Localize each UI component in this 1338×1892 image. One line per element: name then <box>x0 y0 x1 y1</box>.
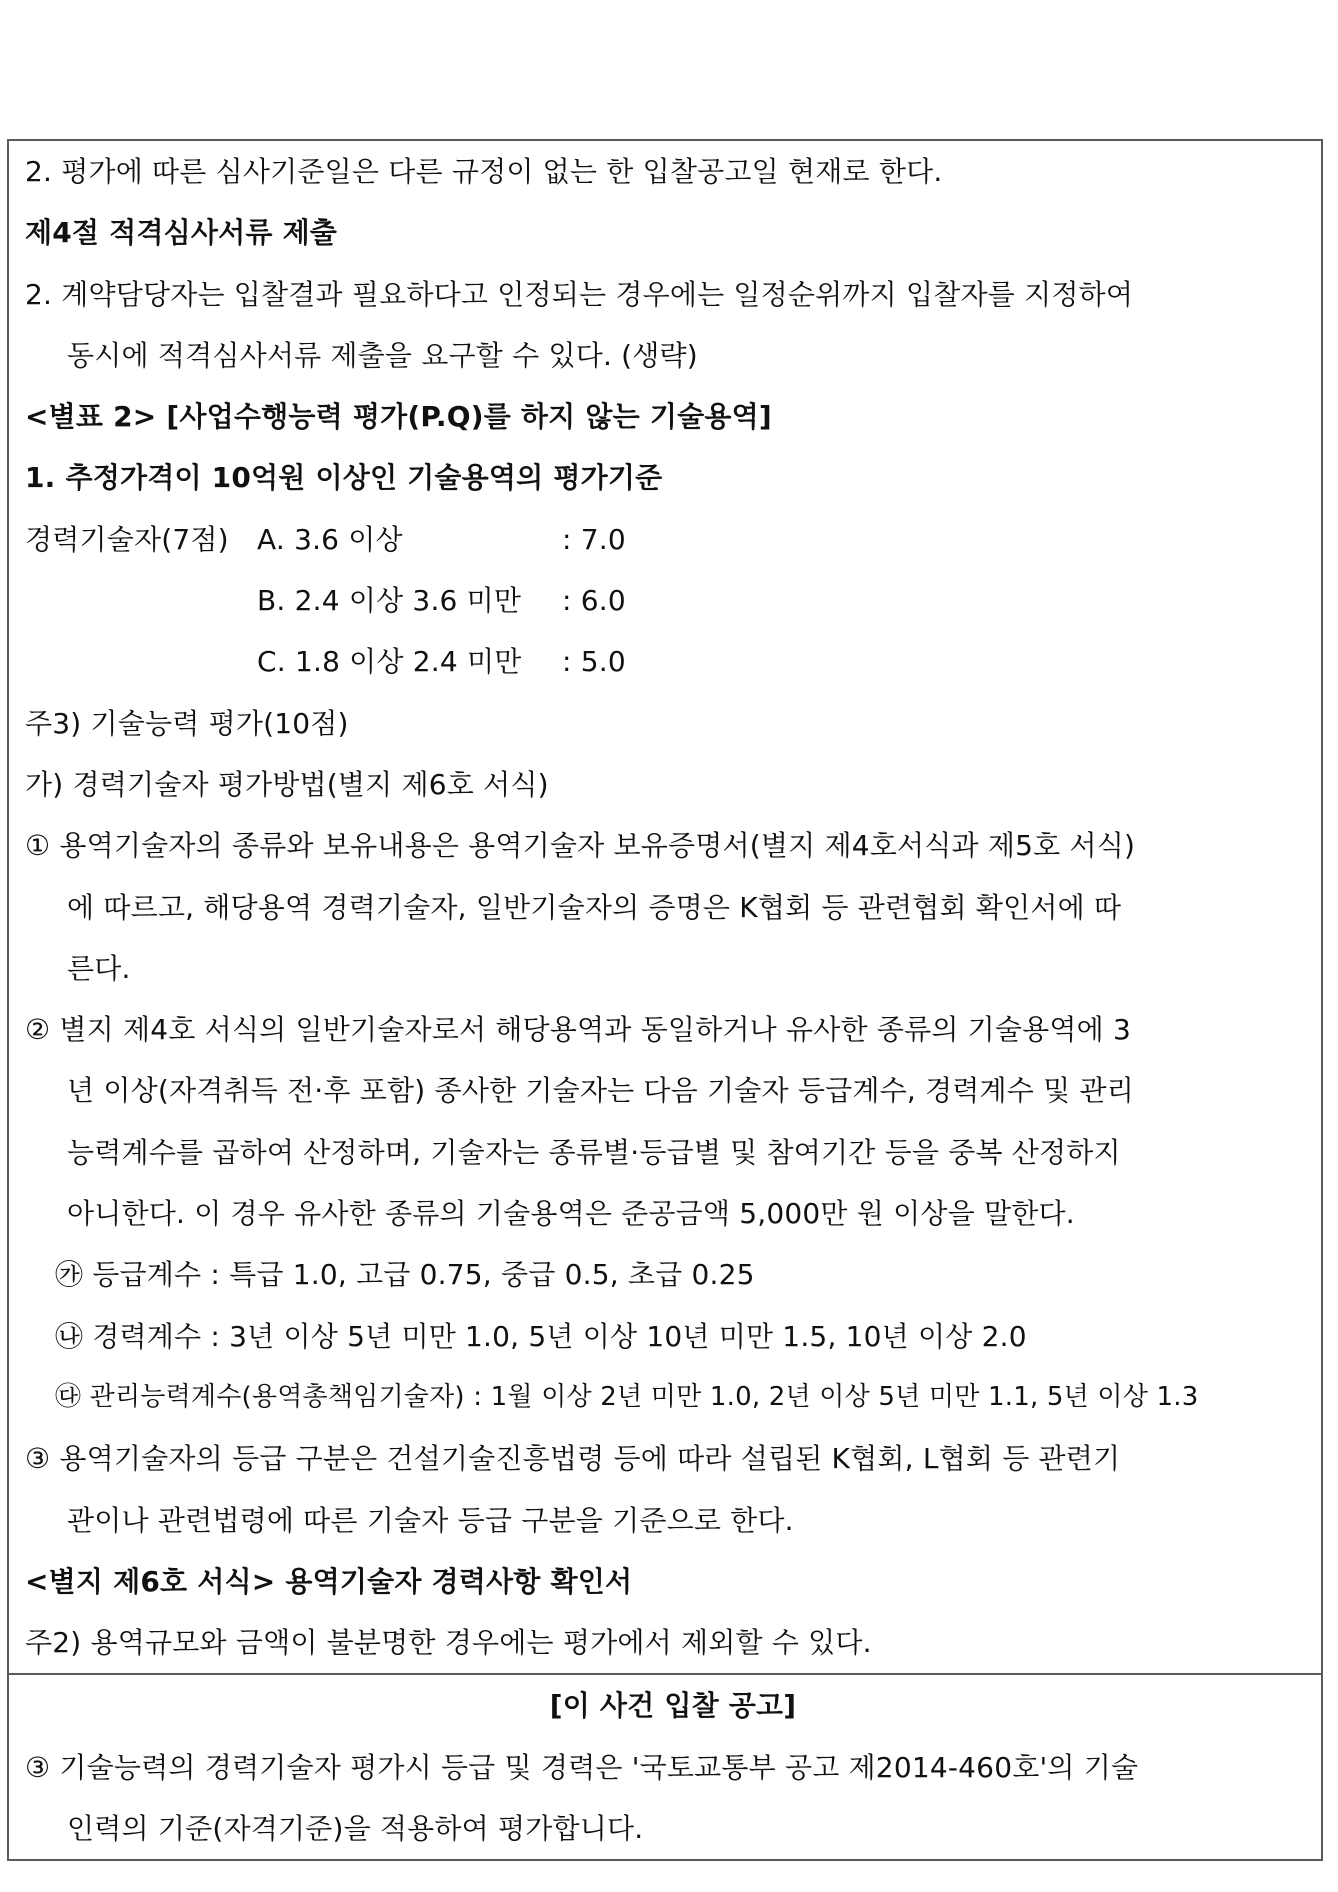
appendix-heading: <별표 2> [사업수행능력 평가(P.Q)를 하지 않는 기술용역] <box>25 400 772 434</box>
score-row-a <box>25 509 1321 570</box>
item-1-line2: 에 따르고, 해당용역 경력기술자, 일반기술자의 증명은 K협회 등 관련협회 확인서에 따 <box>67 890 1122 924</box>
item-1-line3: 른다. <box>67 951 131 985</box>
review-date-clause: 2. 평가에 따른 심사기준일은 다른 규정이 없는 한 입찰공고일 현재로 한다. <box>25 155 943 188</box>
bid-notice-title: [이 사건 입찰 공고] <box>549 1689 797 1723</box>
bid-notice-item-3-line2: 인력의 기준(자격기준)을 적용하여 평가합니다. <box>67 1812 644 1846</box>
item-3-line1: ③ 용역기술자의 등급 구분은 건설기술진흥법령 등에 따라 설립된 K협회, L협회 등 관련기 <box>25 1442 1121 1476</box>
score-value: : 7.0 <box>562 522 626 556</box>
item-2-line4: 아니한다. 이 경우 유사한 종류의 기술용역은 준공금액 5,000만 원 이상을 말한다. <box>67 1197 1075 1231</box>
regulation-excerpt-cell <box>9 141 1321 1675</box>
score-value: : 6.0 <box>562 584 626 618</box>
item-2-line1: ② 별지 제4호 서식의 일반기술자로서 해당용역과 동일하거나 유사한 종류의 기술용역에 3 <box>25 1013 1132 1047</box>
career-coefficient: ㉯ 경력계수 : 3년 이상 5년 미만 1.0, 5년 이상 10년 미만 1.5, 10년 이상 2.0 <box>55 1319 1027 1353</box>
score-grade: C. 1.8 이상 2.4 미만 <box>257 645 522 679</box>
sub-item-a: 가) 경력기술자 평가방법(별지 제6호 서식) <box>25 767 549 801</box>
section-heading-submission: 제4절 적격심사서류 제출 <box>25 216 338 250</box>
document-table <box>7 139 1323 1861</box>
score-grade: B. 2.4 이상 3.6 미만 <box>257 584 522 618</box>
score-grade: A. 3.6 이상 <box>257 522 403 556</box>
note-2: 주2) 용역규모와 금액이 불분명한 경우에는 평가에서 제외할 수 있다. <box>25 1626 872 1660</box>
management-coefficient: ㉰ 관리능력계수(용역총책임기술자) : 1월 이상 2년 미만 1.0, 2년 이상 5년 미만 1.1, 5년 이상 1.3 <box>55 1381 1199 1412</box>
grade-coefficient: ㉮ 등급계수 : 특급 1.0, 고급 0.75, 중급 0.5, 초급 0.25 <box>55 1258 755 1292</box>
bid-notice-item-3-line1: ③ 기술능력의 경력기술자 평가시 등급 및 경력은 '국토교통부 공고 제2014-460호'의 기술 <box>25 1750 1139 1784</box>
evaluation-criteria-heading: 1. 추정가격이 10억원 이상인 기술용역의 평가기준 <box>25 461 663 495</box>
contract-officer-clause-line1: 2. 계약담당자는 입찰결과 필요하다고 인정되는 경우에는 일정순위까지 입찰자를 지정하여 <box>25 277 1134 311</box>
note-3: 주3) 기술능력 평가(10점) <box>25 706 349 740</box>
item-2-line2: 년 이상(자격취득 전·후 포함) 종사한 기술자는 다음 기술자 등급계수, 경력계수 및 관리 <box>67 1074 1134 1108</box>
form-6-heading: <별지 제6호 서식> 용역기술자 경력사항 확인서 <box>25 1564 633 1598</box>
item-1-line1: ① 용역기술자의 종류와 보유내용은 용역기술자 보유증명서(별지 제4호서식과 제5호 서식) <box>25 829 1136 863</box>
item-2-line3: 능력계수를 곱하여 산정하며, 기술자는 종류별·등급별 및 참여기간 등을 중복 산정하지 <box>67 1135 1121 1169</box>
contract-officer-clause-line2: 동시에 적격심사서류 제출을 요구할 수 있다. (생략) <box>67 338 698 372</box>
score-row-b <box>25 570 1321 631</box>
item-3-line2: 관이나 관련법령에 따른 기술자 등급 구분을 기준으로 한다. <box>67 1503 794 1537</box>
score-value: : 5.0 <box>562 645 626 679</box>
score-label: 경력기술자(7점) <box>25 522 229 556</box>
bid-notice-cell <box>9 1675 1321 1859</box>
score-row-c <box>25 631 1321 692</box>
